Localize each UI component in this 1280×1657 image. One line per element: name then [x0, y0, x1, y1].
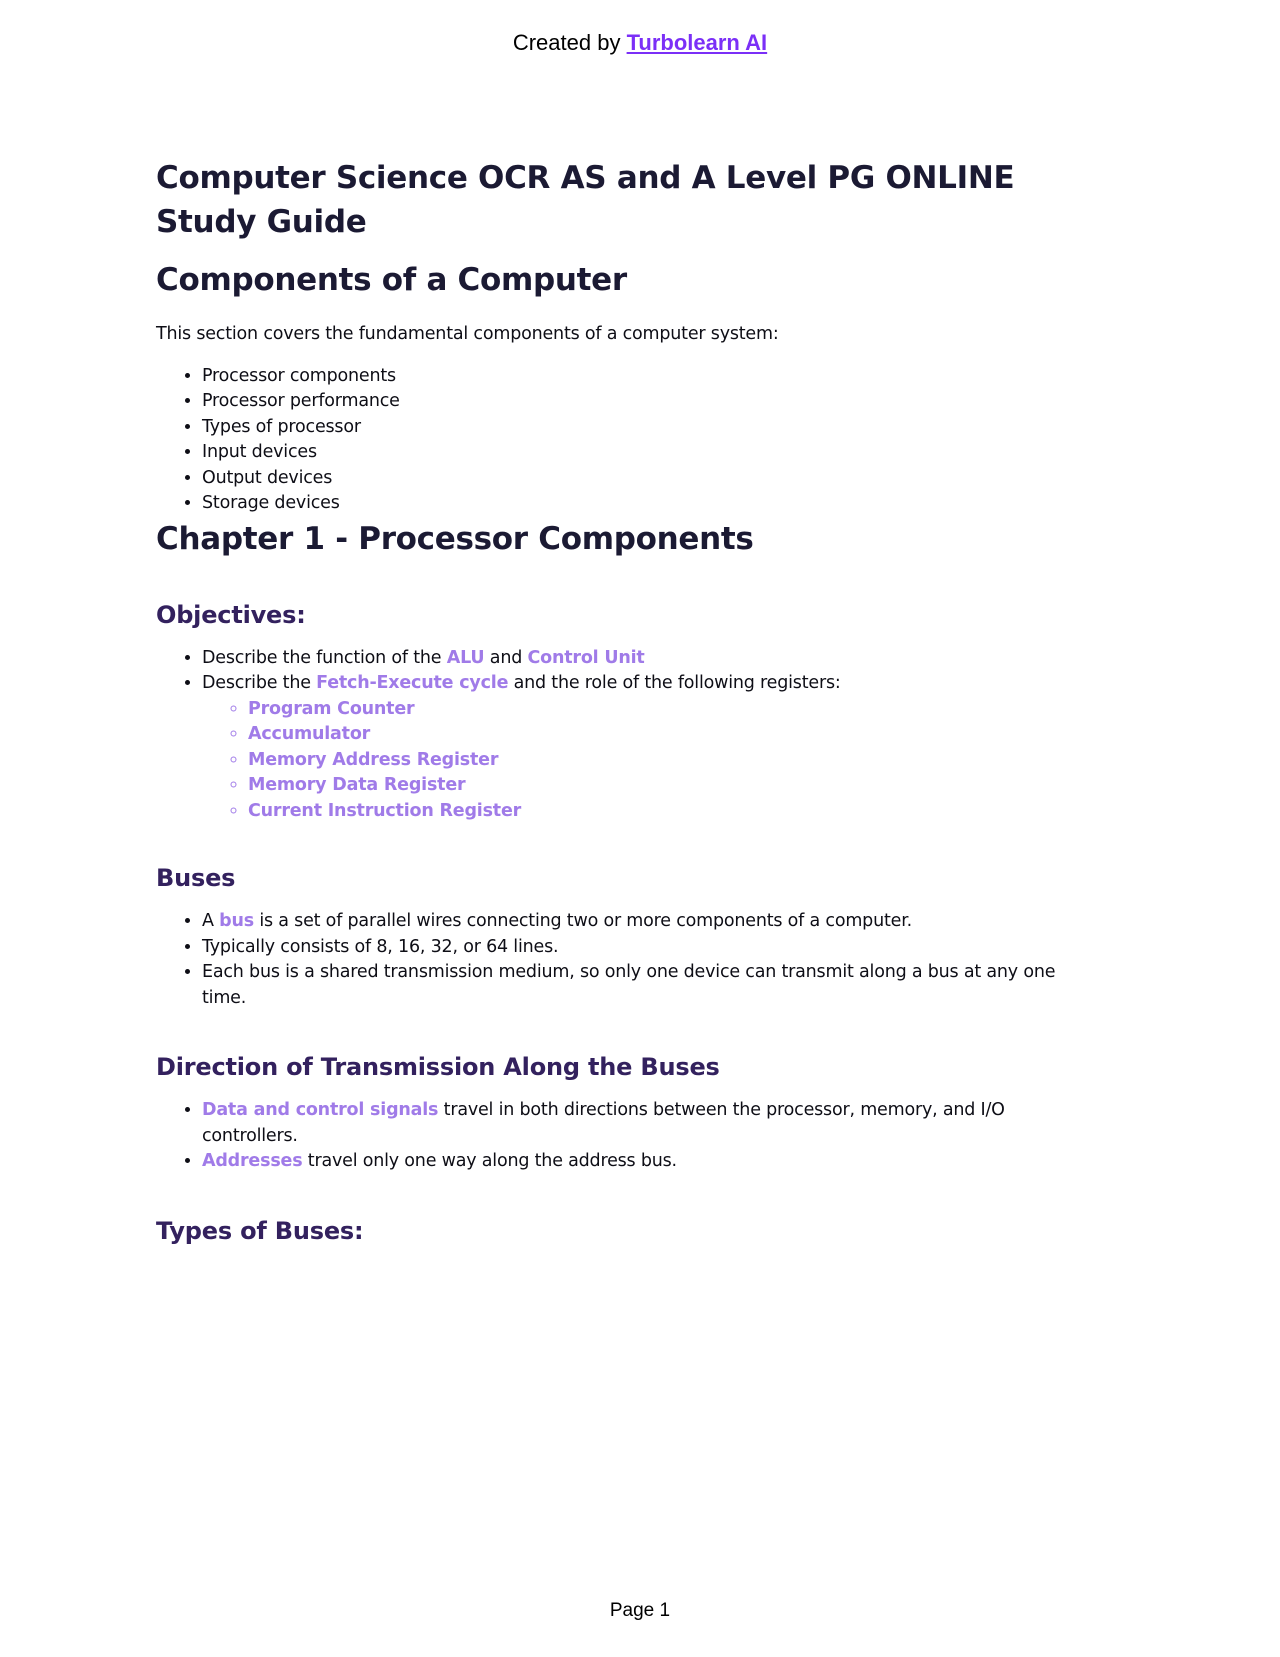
document-body — [156, 156, 1096, 1247]
register-item: ◦ Program Counter — [248, 697, 1096, 723]
turbolearn-link[interactable]: Turbolearn AI — [626, 30, 768, 55]
direction-list — [156, 1098, 1096, 1175]
registers-list — [202, 697, 1096, 825]
page-header — [0, 30, 1280, 56]
list-item: • Typically consists of 8, 16, 32, or 64 lines. — [202, 935, 1096, 961]
page-number: Page 1 — [609, 1600, 671, 1621]
list-item: • A bus is a set of parallel wires connecting two or more components of a computer. — [202, 909, 1096, 935]
list-item: • Storage devices — [202, 491, 1096, 517]
register-item: ◦ Current Instruction Register — [248, 799, 1096, 825]
term-bus: bus — [219, 911, 254, 931]
list-item: • Each bus is a shared transmission medium, so only one device can transmit along a bus at any one time. — [202, 960, 1096, 1011]
list-item: • Describe the function of the ALU and Control Unit — [202, 646, 1096, 672]
list-item: • Describe the Fetch-Execute cycle and the role of the following registers: ◦ Program Counter ◦ Accumulator ◦ Memory Address Register ◦ Memory Data Register ◦ Current Instruction Register — [202, 671, 1096, 824]
objectives-heading: Objectives: — [156, 600, 306, 629]
term-data-control: Data and control signals — [202, 1100, 439, 1120]
list-item: • Processor components — [202, 364, 1096, 390]
types-of-buses-heading: Types of Buses: — [156, 1216, 364, 1245]
term-addresses: Addresses — [202, 1151, 303, 1171]
buses-list — [156, 909, 1096, 1011]
term-control-unit: Control Unit — [527, 647, 645, 668]
list-item: • Data and control signals travel in both directions between the processor, memory, and I/O controllers. — [202, 1098, 1096, 1149]
direction-heading: Direction of Transmission Along the Buses — [156, 1053, 720, 1081]
components-list — [156, 364, 1096, 517]
list-item: • Types of processor — [202, 415, 1096, 441]
buses-heading: Buses — [156, 864, 236, 892]
list-item: • Addresses travel only one way along the address bus. — [202, 1149, 1096, 1175]
term-alu: ALU — [446, 647, 485, 668]
components-heading: Components of a Computer — [156, 262, 627, 298]
components-intro: This section covers the fundamental components of a computer system: — [156, 324, 779, 344]
term-fetch-execute: Fetch-Execute cycle — [316, 673, 509, 693]
register-item: ◦ Accumulator — [248, 722, 1096, 748]
objectives-list — [156, 646, 1096, 825]
created-by-label: Created by — [512, 30, 621, 55]
register-item: ◦ Memory Data Register — [248, 773, 1096, 799]
document-title: Computer Science OCR AS and A Level PG ONLINE Study Guide — [156, 160, 1015, 240]
list-item: • Input devices — [202, 440, 1096, 466]
list-item: • Processor performance — [202, 389, 1096, 415]
chapter-heading: Chapter 1 - Processor Components — [156, 520, 754, 557]
list-item: • Output devices — [202, 466, 1096, 492]
register-item: ◦ Memory Address Register — [248, 748, 1096, 774]
